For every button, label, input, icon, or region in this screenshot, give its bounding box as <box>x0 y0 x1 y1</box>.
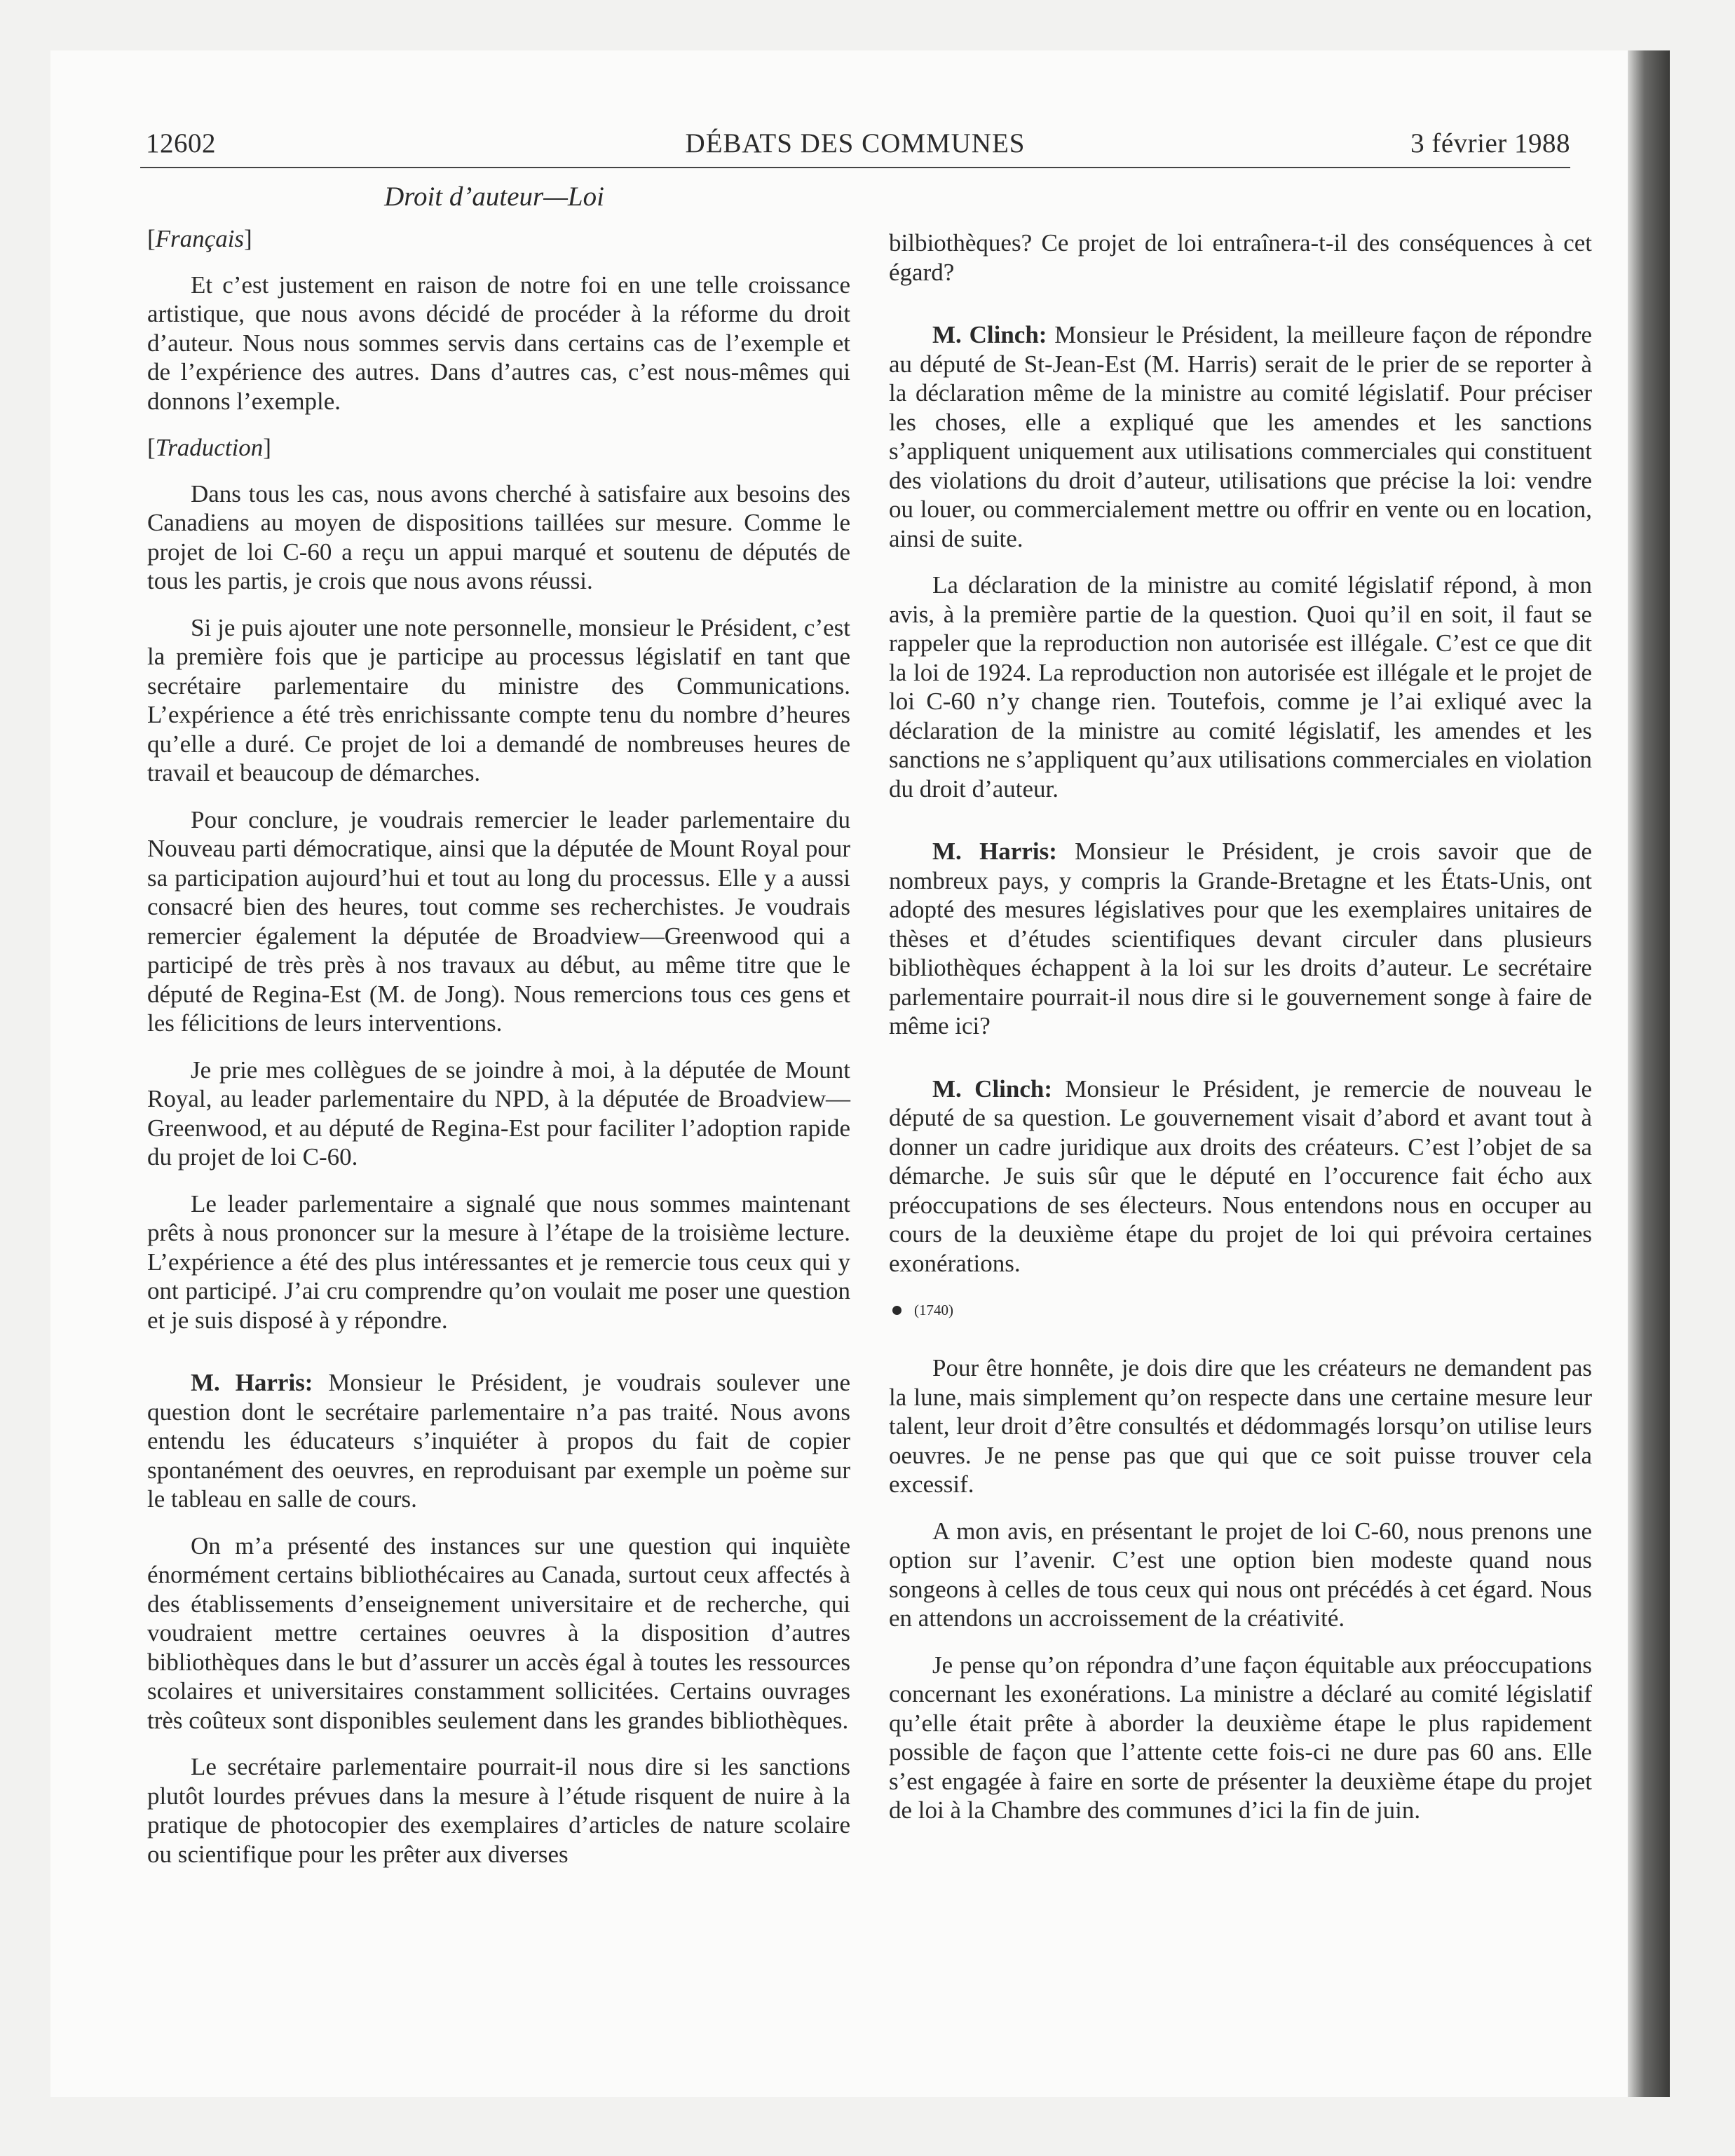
paragraph: Si je puis ajouter une note personnelle, monsieur le Président, c’est la première fois que je participe au processus législatif en tant que secrétaire parlementaire du ministre des Communications. L’expérience a été très enrichissante compte tenu du nombre d’heures qu’elle a duré. Ce projet de loi a demandé de nombreuses heures de travail et beaucoup de démarches. <box>147 613 850 786</box>
language-label: [Traduction] <box>147 434 271 461</box>
scan-edge <box>1628 50 1670 2097</box>
publication-title: DÉBATS DES COMMUNES <box>685 128 1026 158</box>
speaker-name: M. Harris: <box>191 1369 313 1396</box>
language-label: [Français] <box>147 225 252 252</box>
page-header <box>140 128 1570 168</box>
paragraph: Et c’est justement en raison de notre foi en une telle croissance artistique, que nous avons décidé de procéder à la réforme du droit d’auteur. Nous nous sommes servis dans certains cas de l’exemple et de l’expérience des autres. Dans d’autres cas, c’est nous-mêmes qui donnons l’exemple. <box>147 271 850 415</box>
speaker-name: M. Harris: <box>932 838 1057 865</box>
paragraph: Le leader parlementaire a signalé que nous sommes maintenant prêts à nous prononcer sur la mesure à l’étape de la troisième lecture. L’expérience a été des plus intéressantes et je remercie tous ceux qui y ont participé. J’ai cru comprendre qu’on voulait me poser une question et je suis disposé à y répondre. <box>147 1189 850 1334</box>
speech-paragraph: M. Clinch: Monsieur le Président, je remercie de nouveau le député de sa question. Le gouvernement visait d’abord et avant tout à donner un cadre juridique aux droits des créateurs. C’est l’objet de sa démarche. Je suis sûr que le député en l’occurence fait écho aux préoccupations de ses électeurs. Nous entendons nous en occuper au cours de la deuxième étape du projet de loi qui prévoira certaines exonérations. <box>889 1074 1592 1277</box>
paragraph: Le secrétaire parlementaire pourrait-il nous dire si les sanctions plutôt lourdes prévues dans la mesure à l’étude risquent de nuire à la pratique de photocopier des exemplaires d’articles de nature scolaire ou scientifique pour les prêter aux diverses <box>147 1753 850 1868</box>
section-title: Droit d’auteur—Loi <box>384 182 604 212</box>
speech-paragraph: M. Clinch: Monsieur le Président, la meilleure façon de répondre au député de St-Jean-Est (M. Harris) serait de le prier de se reporter à la déclaration même de la ministre au comité législatif. Pour préciser les choses, elle a expliqué que les amendes et les sanctions s’appliquent uniquement aux utilisations commerciales qui constituent des violations du droit d’auteur, utilisations que précise la loi: vendre ou louer, ou commercialement mettre ou offrir en vente ou en location, ainsi de suite. <box>889 321 1592 552</box>
speaker-name: M. Clinch: <box>932 1074 1053 1103</box>
paragraph: Je pense qu’on répondra d’une façon équitable aux préoccupations concernant les exonérations. La ministre a déclaré au comité législatif qu’elle était prête à aborder la deuxième étape le plus rapidement possible de façon que l’attente cette fois-ci ne dure pas 60 ans. Elle s’est engagée à faire en sorte de présenter la deuxième étape du projet de loi à la Chambre des communes d’ici la fin de juin. <box>889 1651 1592 1824</box>
paragraph: Dans tous les cas, nous avons cherché à satisfaire aux besoins des Canadiens au moyen de dispositions taillées sur mesure. Comme le projet de loi C-60 a reçu un appui marqué et soutenu de députés de tous les partis, je crois que nous avons réussi. <box>147 479 850 594</box>
continued-paragraph: bilbiothèques? Ce projet de loi entraînera-t-il des conséquences à cet égard? <box>889 229 1592 286</box>
left-column <box>147 219 850 1886</box>
paragraph: A mon avis, en présentant le projet de loi C-60, nous prenons une option sur l’avenir. C’est une option bien modeste quand nous songeons à celles de tous ceux qui nous ont précédés à cet égard. Nous en attendons un accroissement de la créativité. <box>889 1517 1592 1632</box>
paragraph: On m’a présenté des instances sur une question qui inquiète énormément certains bibliothécaires au Canada, surtout ceux affectés à des établissements d’enseignement universitaire et de recherche, qui voudraient mettre certaines oeuvres à la disposition d’autres bibliothèques dans le but d’assurer un accès égal à toutes les ressources scolaires et universitaires constamment sollicitées. Certains ouvrages très coûteux sont disponibles seulement dans les grandes bibliothèques. <box>147 1531 850 1734</box>
speaker-name: M. Clinch: <box>932 321 1047 348</box>
bullet-icon <box>892 1306 901 1315</box>
speech-paragraph: M. Harris: Monsieur le Président, je crois savoir que de nombreux pays, y compris la Grande-Bretagne et les États-Unis, ont adopté des mesures législatives pour que les exemplaires unitaires de thèses et d’études scientifiques devant circuler dans plusieurs bibliothèques échappent à la loi sur les droits d’auteur. Le secrétaire parlementaire pourrait-il nous dire si le gouvernement songe à faire de même ici? <box>889 838 1593 1039</box>
speech-paragraph: M. Harris: Monsieur le Président, je voudrais soulever une question dont le secrétaire parlementaire n’a pas traité. Nous avons entendu les éducateurs s’inquiéter à propos du fait de copier spontanément des oeuvres, en reproduisant par exemple un poème sur le tableau en salle de cours. <box>147 1369 850 1513</box>
issue-date: 3 février 1988 <box>1410 128 1570 158</box>
paragraph: Je prie mes collègues de se joindre à moi, à la députée de Mount Royal, au leader parlementaire du NPD, à la députée de Broadview—Greenwood, et au député de Regina-Est pour faciliter l’adoption rapide du projet de loi C-60. <box>147 1056 850 1171</box>
paragraph: Pour être honnête, je dois dire que les créateurs ne demandent pas la lune, mais simplement qu’on respecte dans une certaine mesure leur talent, leur droit d’être consultés et dédommagés lorsqu’on utilise leurs oeuvres. Je ne pense pas que qui que ce soit puisse trouver cela excessif. <box>889 1354 1592 1498</box>
right-column <box>889 228 1592 1843</box>
time-marker: (1740) <box>889 1302 1592 1318</box>
paragraph: Pour conclure, je voudrais remercier le leader parlementaire du Nouveau parti démocratique, ainsi que la députée de Mount Royal pour sa participation aujourd’hui et tout au long du processus. Elle y a aussi consacré bien des heures, tout comme ses recherchistes. Je voudrais remercier également la députée de Broadview—Greenwood qui a participé de très près à nos travaux au début, au même titre que le député de Regina-Est (M. de Jong). Nous remercions tous ces gens et les félicitions de leurs interventions. <box>147 805 850 1037</box>
paragraph: La déclaration de la ministre au comité législatif répond, à mon avis, à la première partie de la question. Quoi qu’il en soit, il faut se rappeler que la reproduction non autorisée est illégale. C’est ce que dit la loi de 1924. La reproduction non autorisée est illégale et le projet de loi C-60 n’y change rien. Toutefois, comme je l’ai exliqué avec la déclaration de la ministre au comité législatif, les amendes et les sanctions ne s’appliquent qu’aux utilisations commerciales en violation du droit d’auteur. <box>889 571 1592 803</box>
page-number: 12602 <box>146 128 216 158</box>
